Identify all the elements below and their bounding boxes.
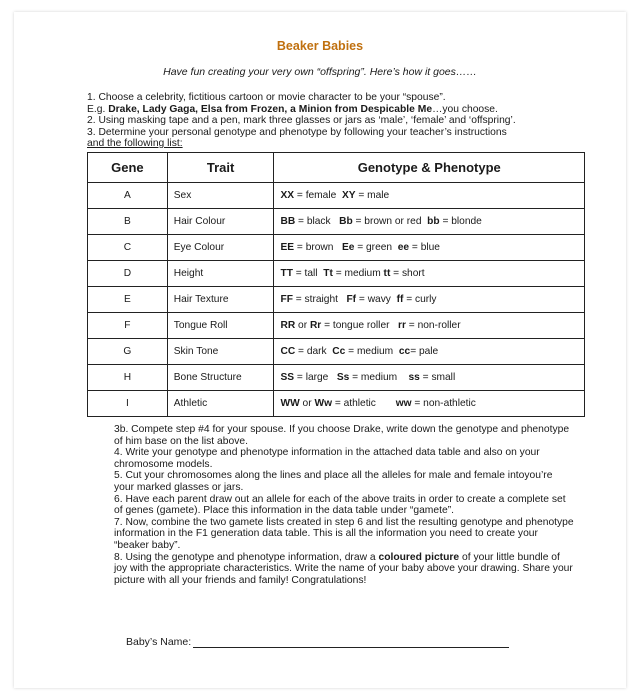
phenotype-text: = small bbox=[419, 372, 456, 383]
phenotype-text: = wavy bbox=[356, 294, 397, 305]
genotype-code: tt bbox=[383, 268, 391, 279]
coloured-picture-emphasis: coloured picture bbox=[378, 551, 460, 563]
genotype-code: Rr bbox=[309, 320, 322, 331]
phenotype-text: = green bbox=[354, 242, 398, 253]
step-5: 5. Cut your chromosomes along the lines and place all the alleles for male and female intoyou’re your marked glasses or jars. bbox=[114, 470, 553, 493]
phenotype-text: = non-roller bbox=[405, 320, 461, 331]
baby-name-line[interactable] bbox=[193, 637, 509, 648]
genotype-code: ss bbox=[408, 372, 420, 383]
table-row bbox=[88, 261, 585, 287]
phenotype-text: = medium bbox=[345, 346, 399, 357]
trait-cell: Athletic bbox=[167, 391, 274, 417]
step-7: 7. Now, combine the two gamete lists created in step 6 and list the resulting genotype and phenotype information in the F1 generation data table. This is all the information you need to create your “beaker baby”. bbox=[114, 516, 574, 551]
genotype-phenotype-cell bbox=[274, 261, 585, 287]
table-header-row bbox=[88, 153, 585, 183]
table-row bbox=[88, 209, 585, 235]
genotype-code: ff bbox=[396, 294, 404, 305]
genotype-phenotype-cell bbox=[274, 391, 585, 417]
example-names: Drake, Lady Gaga, Elsa from Frozen, a Minion from Despicable Me bbox=[108, 103, 433, 115]
phenotype-text: = male bbox=[355, 190, 390, 201]
gene-cell: C bbox=[88, 235, 168, 261]
phenotype-text: = athletic bbox=[332, 398, 396, 409]
genotype-code: Bb bbox=[339, 216, 353, 227]
table-row bbox=[88, 339, 585, 365]
gene-cell: G bbox=[88, 339, 168, 365]
phenotype-text: = non-athletic bbox=[411, 398, 476, 409]
gene-cell: I bbox=[88, 391, 168, 417]
phenotype-text: = black bbox=[295, 216, 340, 227]
genotype-code: cc bbox=[398, 346, 411, 357]
genotype-code: Cc bbox=[332, 346, 346, 357]
trait-cell: Tongue Roll bbox=[167, 313, 274, 339]
header-trait: Trait bbox=[167, 153, 274, 183]
genotype-code: ww bbox=[395, 398, 412, 409]
step-2: 2. Using masking tape and a pen, mark three glasses or jars as ‘male’, ‘female’ and ‘offspring’. bbox=[87, 115, 516, 126]
genotype-code: WW bbox=[280, 398, 300, 409]
phenotype-text: = blonde bbox=[439, 216, 482, 227]
step-1-example: E.g. Drake, Lady Gaga, Elsa from Frozen, a Minion from Despicable Me…you choose. bbox=[87, 103, 498, 115]
table-row bbox=[88, 365, 585, 391]
genotype-code: XX bbox=[280, 190, 295, 201]
phenotype-text: or bbox=[295, 320, 310, 331]
genotype-code: CC bbox=[280, 346, 296, 357]
table-row bbox=[88, 391, 585, 417]
worksheet-page bbox=[14, 12, 626, 688]
genotype-phenotype-cell bbox=[274, 235, 585, 261]
genotype-code: Ff bbox=[346, 294, 357, 305]
genotype-code: SS bbox=[280, 372, 295, 383]
trait-cell: Hair Texture bbox=[167, 287, 274, 313]
trait-cell: Skin Tone bbox=[167, 339, 274, 365]
table-row bbox=[88, 313, 585, 339]
genotype-phenotype-cell bbox=[274, 365, 585, 391]
phenotype-text: = short bbox=[390, 268, 425, 279]
phenotype-text: = straight bbox=[292, 294, 347, 305]
table-row bbox=[88, 235, 585, 261]
header-genotype-phenotype: Genotype & Phenotype bbox=[274, 153, 585, 183]
phenotype-text: = large bbox=[294, 372, 337, 383]
header-gene: Gene bbox=[88, 153, 168, 183]
genotype-code: Ss bbox=[336, 372, 350, 383]
genotype-code: TT bbox=[280, 268, 293, 279]
phenotype-text: = tall bbox=[292, 268, 324, 279]
phenotype-text: = medium bbox=[332, 268, 384, 279]
genotype-phenotype-cell bbox=[274, 313, 585, 339]
genotype-code: Ww bbox=[314, 398, 332, 409]
genotype-code: Tt bbox=[323, 268, 333, 279]
phenotype-text: = curly bbox=[403, 294, 437, 305]
genotype-code: XY bbox=[341, 190, 356, 201]
phenotype-text: = tongue roller bbox=[321, 320, 399, 331]
step-3: 3. Determine your personal genotype and phenotype by following your teacher’s instructions bbox=[87, 126, 507, 138]
genotype-code: BB bbox=[280, 216, 296, 227]
phenotype-text: = pale bbox=[410, 346, 439, 357]
trait-cell: Sex bbox=[167, 183, 274, 209]
gene-cell: A bbox=[88, 183, 168, 209]
genotype-code: bb bbox=[427, 216, 440, 227]
genotype-code: Ee bbox=[341, 242, 355, 253]
table-row bbox=[88, 287, 585, 313]
phenotype-text: = medium bbox=[349, 372, 409, 383]
genotype-code: ee bbox=[397, 242, 410, 253]
phenotype-text: = dark bbox=[295, 346, 333, 357]
step-4: 4. Write your genotype and phenotype information in the attached data table and also on your chromosome models. bbox=[114, 447, 540, 470]
genotype-code: RR bbox=[280, 320, 296, 331]
genotype-code: EE bbox=[280, 242, 295, 253]
page-title: Beaker Babies bbox=[276, 39, 364, 53]
genotype-table bbox=[87, 152, 585, 417]
further-instructions bbox=[114, 424, 574, 586]
table-row bbox=[88, 183, 585, 209]
genotype-code: rr bbox=[398, 320, 406, 331]
step-6: 6. Have each parent draw out an allele for each of the above traits in order to create a complete set of genes (gamete). Place this information in the data table under “gamete”. bbox=[114, 493, 566, 517]
baby-name-field bbox=[126, 636, 509, 648]
phenotype-text: = brown or red bbox=[352, 216, 428, 227]
phenotype-text: = brown bbox=[294, 242, 342, 253]
trait-cell: Eye Colour bbox=[167, 235, 274, 261]
phenotype-text: = female bbox=[294, 190, 342, 201]
gene-cell: E bbox=[88, 287, 168, 313]
step-8: 8. Using the genotype and phenotype information, draw a coloured picture of your little bundle of joy with the appropriate characteristics. Write the name of your baby above your drawing. Share your picture with all your friends and family! Congratulations! bbox=[114, 551, 573, 586]
trait-cell: Height bbox=[167, 261, 274, 287]
gene-cell: F bbox=[88, 313, 168, 339]
genotype-code: FF bbox=[280, 294, 293, 305]
trait-cell: Hair Colour bbox=[167, 209, 274, 235]
genotype-phenotype-cell bbox=[274, 183, 585, 209]
step-1: 1. Choose a celebrity, fictitious cartoon or movie character to be your “spouse”. bbox=[87, 92, 446, 103]
genotype-phenotype-cell bbox=[274, 287, 585, 313]
trait-cell: Bone Structure bbox=[167, 365, 274, 391]
gene-cell: H bbox=[88, 365, 168, 391]
baby-name-label: Baby’s Name: bbox=[126, 636, 192, 648]
instructions bbox=[87, 92, 587, 150]
step-3b: 3b. Compete step #4 for your spouse. If you choose Drake, write down the genotype and phenotype of him base on the list above. bbox=[114, 424, 570, 447]
step-3-continued: and the following list: bbox=[87, 138, 183, 149]
gene-cell: D bbox=[88, 261, 168, 287]
genotype-phenotype-cell bbox=[274, 339, 585, 365]
subtitle: Have fun creating your very own “offspring”. Here’s how it goes…… bbox=[163, 66, 477, 78]
gene-cell: B bbox=[88, 209, 168, 235]
phenotype-text: = blue bbox=[409, 242, 440, 253]
phenotype-text: or bbox=[299, 398, 315, 409]
genotype-phenotype-cell bbox=[274, 209, 585, 235]
